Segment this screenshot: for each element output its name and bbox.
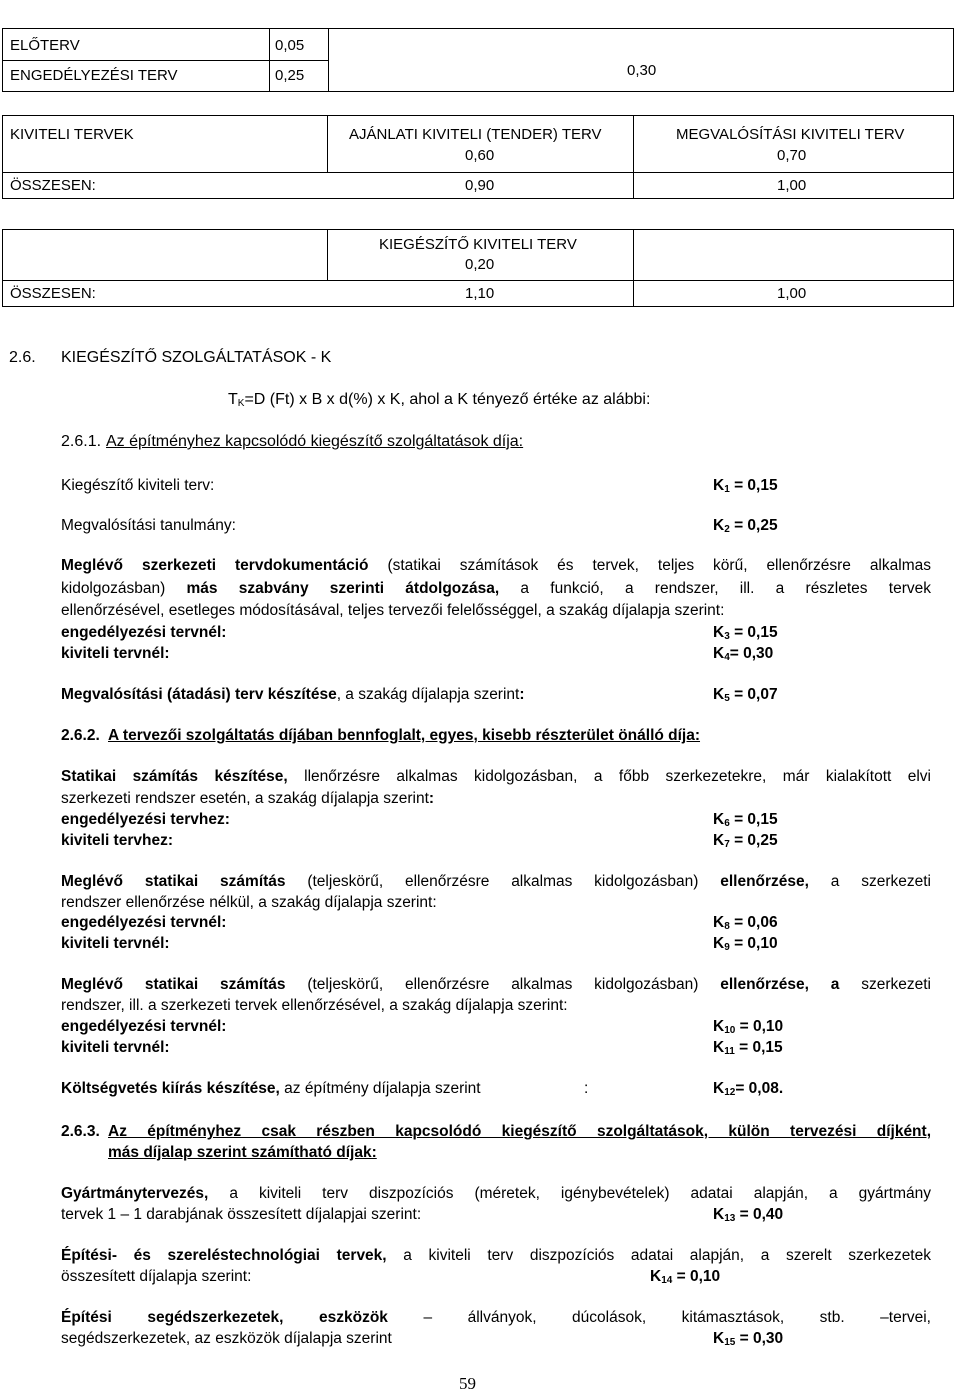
k13-value: $K_{13} = 0,40$ [713, 1206, 784, 1224]
paragraph-line: Építési segédszerkezetek, eszközök – állványok, dúcolások, kitámasztások, stb. –tervei, [61, 1309, 931, 1326]
kiviteli-label: kiviteli tervnél: [61, 935, 170, 952]
row-total-030: 0,30 [627, 62, 657, 79]
paragraph-line: ellenőrzésével, esetleges módosításával, teljes tervezői felelősséggel, a szakág díjalapja szerint: [61, 602, 725, 619]
kiegeszito-label: Kiegészítő kiviteli terv: [61, 477, 215, 494]
koltsegvetes-colon: : [584, 1080, 589, 1097]
row-value-eloterv: 0,05 [275, 37, 305, 54]
k10-value: $K_{10} = 0,10$ [713, 1018, 784, 1036]
kiviteli-label: kiviteli tervnél: [61, 1039, 170, 1056]
sum-megvalositasi: 1,00 [777, 177, 807, 194]
row-value-engedelyezesi: 0,25 [275, 67, 305, 84]
k1-value: $K_1 = 0,15$ [713, 477, 778, 495]
subsection-title-line2: más díjalap szerint számítható díjak: [108, 1144, 377, 1161]
section-number: 2.6. [9, 349, 36, 366]
col-ajanlati-title: AJÁNLATI KIVITELI (TENDER) TERV [349, 126, 602, 143]
sum-label: ÖSSZESEN: [10, 285, 96, 302]
col-kiviteli-tervek: KIVITELI TERVEK [10, 126, 134, 143]
fee-table-3 [2, 229, 954, 307]
subsection-title: Az építményhez csak részben kapcsolódó kiegészítő szolgáltatások, külön tervezési díjként, [108, 1123, 931, 1140]
subsection-number: 2.6.2. [61, 727, 100, 744]
paragraph-line: Meglévő szerkezeti tervdokumentáció (statikai számítások és tervek, teljes körű, ellenőrzésre alkalmas [61, 557, 931, 574]
subsection-number: 2.6.3. [61, 1123, 100, 1140]
fee-table-1 [2, 28, 954, 92]
sum-kiegeszito: 1,10 [465, 285, 495, 302]
k11-value: $K_{11} = 0,15$ [713, 1039, 783, 1057]
paragraph-line: kidolgozásban) más szabvány szerinti átdolgozása, a funkció, a rendszer, ill. a részletes tervek [61, 580, 932, 597]
sum-ajanlati: 0,90 [465, 177, 495, 194]
subsection-title: Az építményhez kapcsolódó kiegészítő szolgáltatások díja: [106, 433, 524, 450]
koltsegvetes-line: Költségvetés kiírás készítése, az építmény díjalapja szerint [61, 1080, 481, 1097]
engedelyezesi-label: engedélyezési tervnél: [61, 1018, 227, 1035]
engedelyezesi-label: engedélyezési tervnél: [61, 914, 227, 931]
paragraph-line: segédszerkezetek, az eszközök díjalapja szerint [61, 1330, 392, 1347]
paragraph-line: tervek 1 – 1 darabjának összesített díjalapjai szerint: [61, 1206, 422, 1223]
row-label-engedelyezesi: ENGEDÉLYEZÉSI TERV [10, 67, 178, 84]
col-megvalositasi-title: MEGVALÓSÍTÁSI KIVITELI TERV [676, 126, 905, 143]
col-kiegeszito-value: 0,20 [465, 256, 495, 273]
paragraph-line: Gyártmánytervezés, a kiviteli terv diszpozíciós (méretek, igénybevételek) adatai alapján, a gyártmány [61, 1185, 931, 1202]
paragraph-line: Meglévő statikai számítás (teljeskörű, ellenőrzésre alkalmas kidolgozásban) ellenőrzése, a szerkezeti [61, 976, 931, 993]
kiviteli-label: kiviteli tervnél: [61, 645, 170, 662]
col-ajanlati-value: 0,60 [465, 147, 495, 164]
page-number: 59 [459, 1374, 476, 1393]
k14-value: $K_{14} = 0,10$ [650, 1268, 721, 1286]
fee-table-2 [2, 115, 954, 199]
col-megvalositasi-value: 0,70 [777, 147, 807, 164]
formula-line: $T_K=D$ (Ft) x B x d(%) x K, ahol a K tényező értéke az alábbi: [228, 391, 651, 409]
k7-value: $K_7 = 0,25$ [713, 832, 778, 850]
k15-value: $K_{15} = 0,30$ [713, 1330, 784, 1348]
col-kiegeszito-title: KIEGÉSZÍTŐ KIVITELI TERV [379, 236, 577, 253]
kiviteli-label: kiviteli tervhez: [61, 832, 173, 849]
k4-value: $K_4= 0,30$ [713, 645, 774, 663]
row-label-eloterv: ELŐTERV [10, 37, 80, 54]
k2-value: $K_2 = 0,25$ [713, 517, 778, 535]
section-title: KIEGÉSZÍTŐ SZOLGÁLTATÁSOK - K [61, 349, 332, 366]
paragraph-line: rendszer, ill. a szerkezeti tervek ellenőrzésével, a szakág díjalapja szerint: [61, 997, 568, 1014]
k5-value: $K_5 = 0,07$ [713, 686, 778, 704]
paragraph-line: Statikai számítás készítése, llenőrzésre alkalmas kidolgozásban, a főbb szerkezetekre, már kialakított elvi [61, 768, 931, 785]
k6-value: $K_6 = 0,15$ [713, 811, 778, 829]
sum-megvalositasi: 1,00 [777, 285, 807, 302]
k8-value: $K_8 = 0,06$ [713, 914, 778, 932]
subsection-number: 2.6.1. [61, 433, 102, 450]
engedelyezesi-label: engedélyezési tervnél: [61, 624, 227, 641]
paragraph-line: Meglévő statikai számítás (teljeskörű, ellenőrzésre alkalmas kidolgozásban) ellenőrzése, a szerkezeti [61, 873, 931, 890]
megvalositasi-atadasi-line: Megvalósítási (átadási) terv készítése, a szakág díjalapja szerint: [61, 686, 525, 703]
paragraph-line: rendszer ellenőrzése nélkül, a szakág díjalapja szerint: [61, 894, 437, 911]
paragraph-line: szerkezeti rendszer esetén, a szakág díjalapja szerint: [61, 790, 435, 807]
paragraph-line: Építési- és szereléstechnológiai tervek, a kiviteli terv diszpozíciós adatai alapján, a szerelt szerkezetek [61, 1247, 931, 1264]
sum-label: ÖSSZESEN: [10, 177, 96, 194]
k9-value: $K_9 = 0,10$ [713, 935, 778, 953]
k3-value: $K_3 = 0,15$ [713, 624, 778, 642]
k12-value: $K_{12}= 0,08$. [713, 1080, 784, 1098]
paragraph-line: összesített díjalapja szerint: [61, 1268, 252, 1285]
engedelyezesi-label: engedélyezési tervhez: [61, 811, 230, 828]
subsection-title: A tervezői szolgáltatás díjában bennfoglalt, egyes, kisebb részterület önálló díja: [108, 727, 701, 744]
megvalositasi-label: Megvalósítási tanulmány: [61, 517, 236, 534]
